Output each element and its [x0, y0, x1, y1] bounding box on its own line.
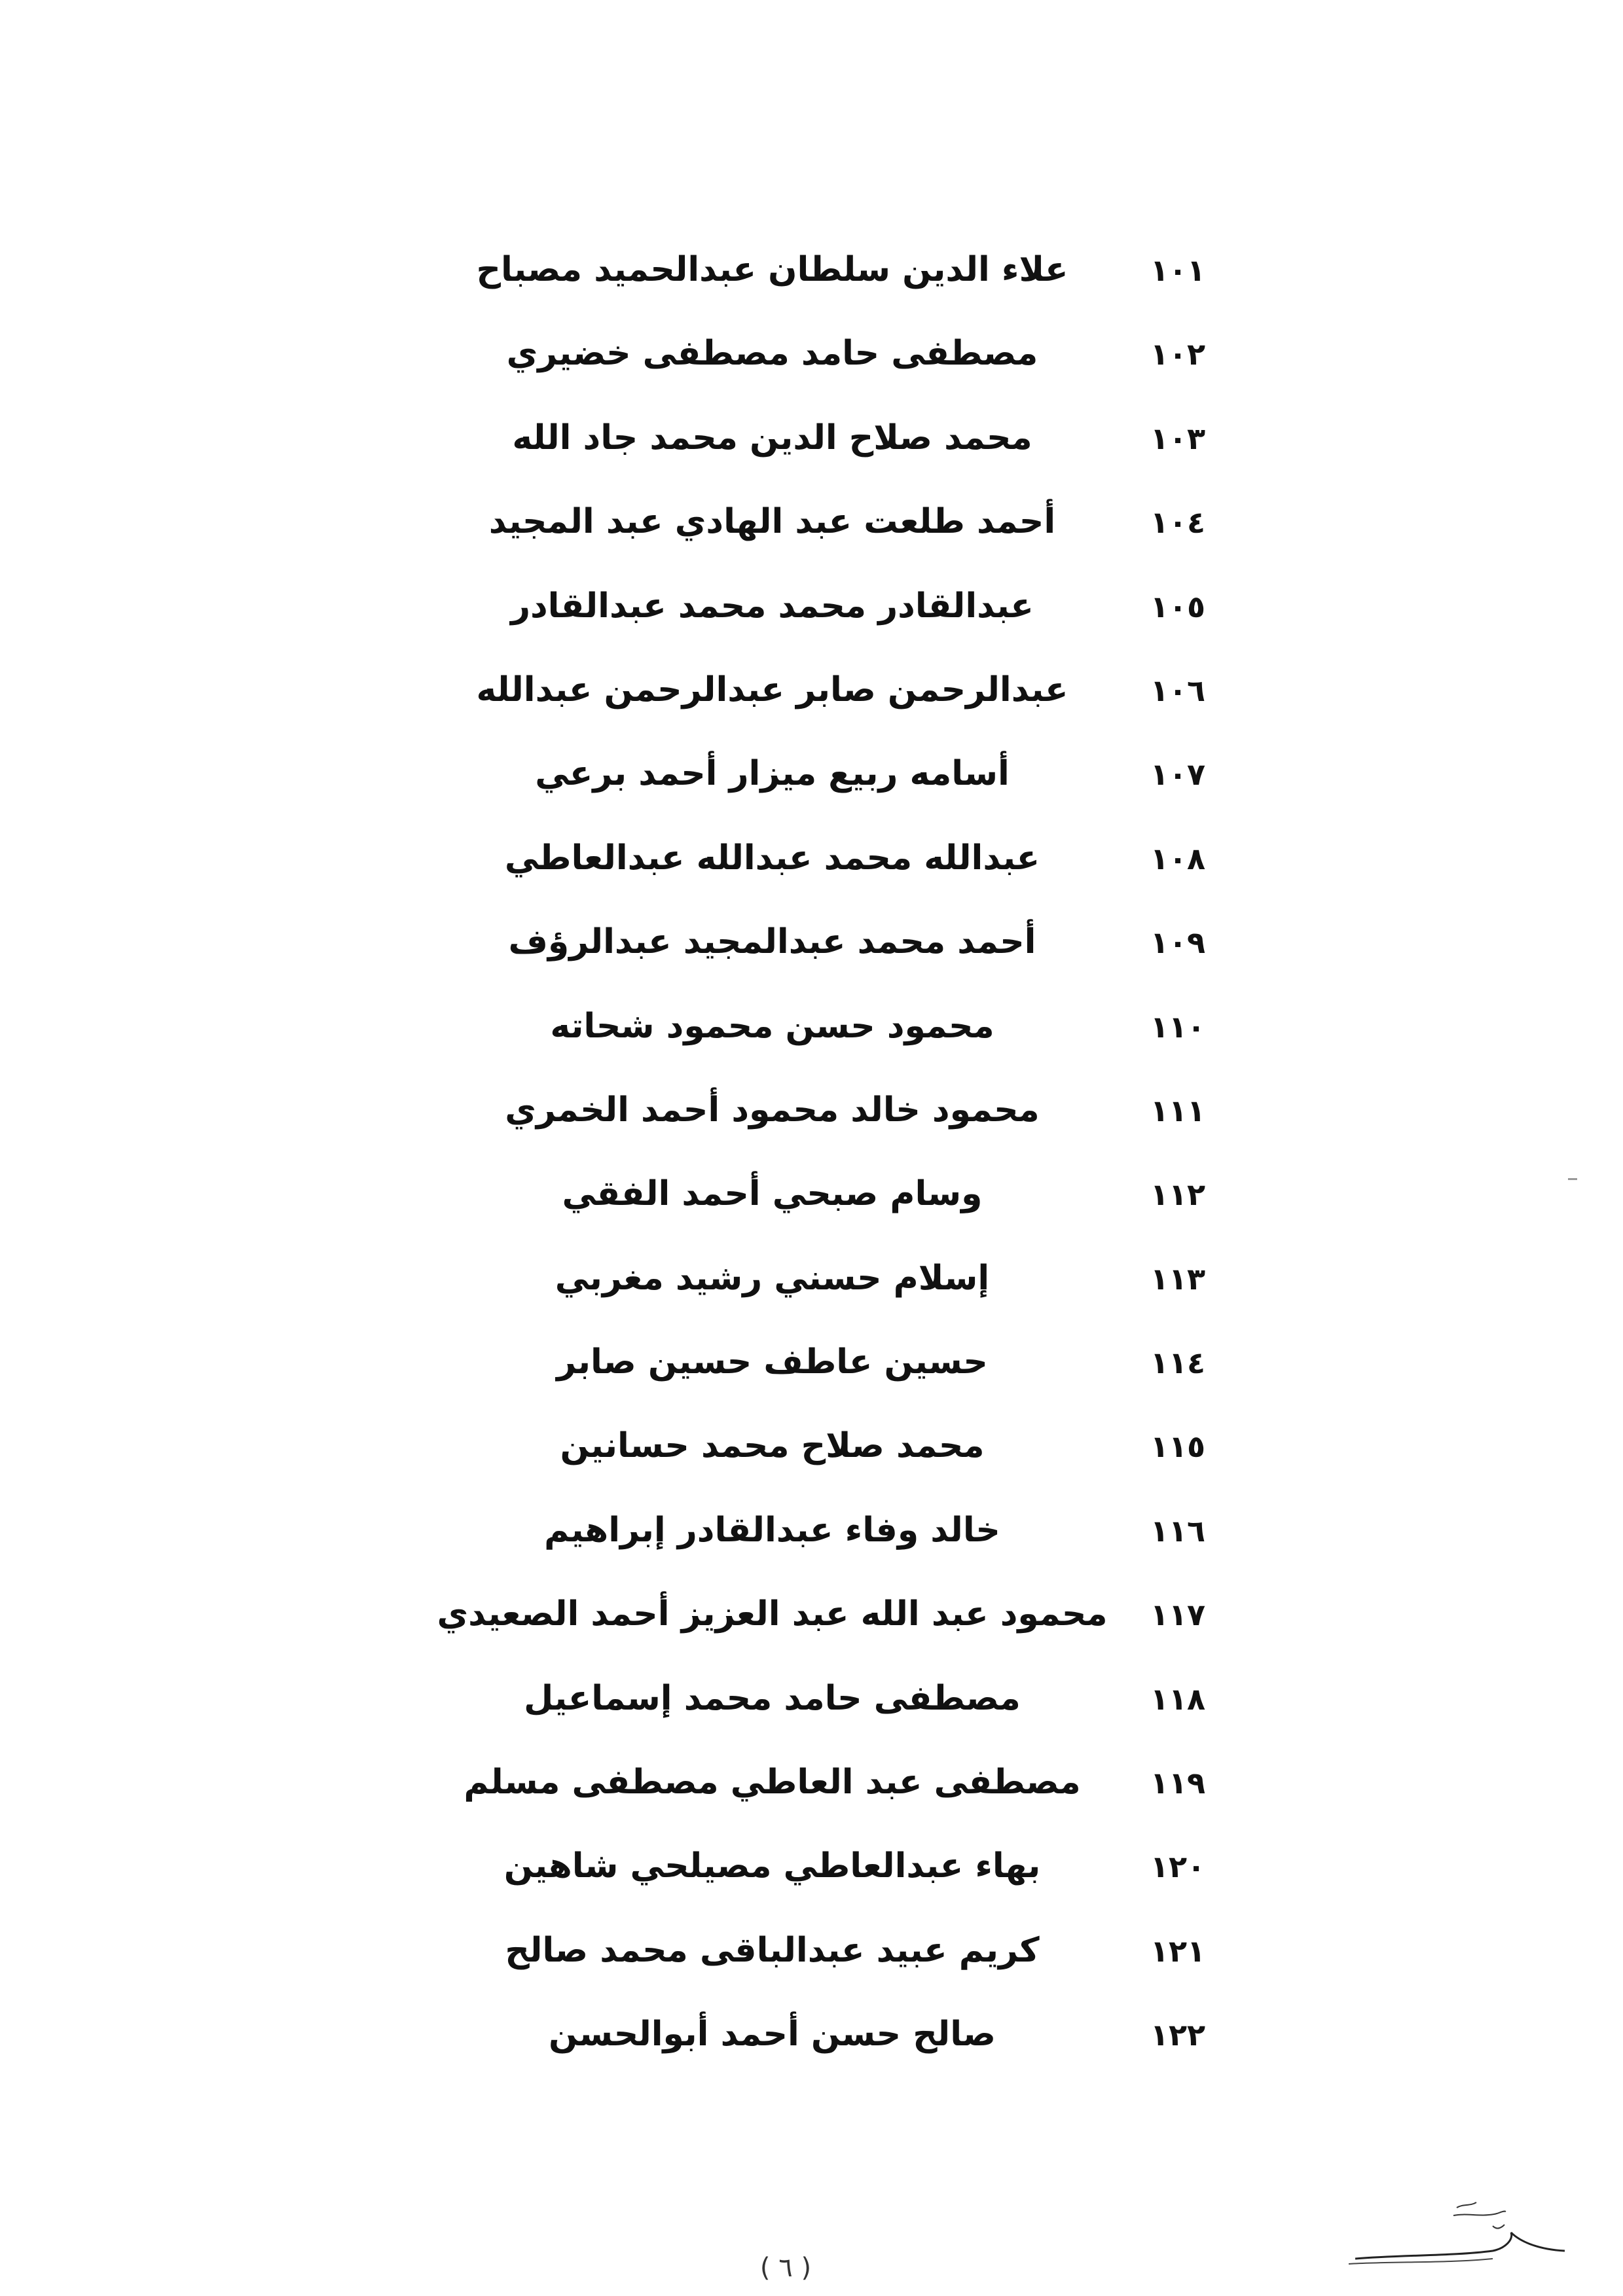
signature-scribble [1342, 2196, 1591, 2274]
list-item [0, 569, 1623, 653]
entry-name-line [0, 247, 1623, 293]
entry-name: خالد وفاء عبدالقادر إبراهيم [544, 1510, 1000, 1550]
list-item [0, 484, 1623, 568]
entry-name: عبدالقادر محمد محمد عبدالقادر [511, 586, 1034, 626]
entry-name: محمد صلاح محمد حسانين [560, 1426, 985, 1466]
list-item [0, 1829, 1623, 1912]
entry-name-line [0, 1255, 1623, 1301]
list-item [0, 905, 1623, 988]
entry-name-line [0, 1423, 1623, 1469]
entry-number: ١٢١ [1150, 1933, 1206, 1969]
entry-name: بهاء عبدالعاطي مصيلحي شاهين [503, 1846, 1041, 1886]
list-item [0, 1493, 1623, 1577]
entry-name-line [0, 919, 1623, 965]
entry-name: مصطفى حامد محمد إسماعيل [524, 1678, 1021, 1718]
entry-number: ١٠٥ [1150, 588, 1206, 624]
entry-name-line [0, 1843, 1623, 1889]
entry-name-line [0, 2011, 1623, 2057]
list-item [0, 989, 1623, 1073]
entry-name: عبدالرحمن صابر عبدالرحمن عبدالله [476, 670, 1068, 709]
entry-number: ١٢٠ [1150, 1849, 1206, 1885]
entry-name: محمود عبد الله عبد العزيز أحمد الصعيدي [437, 1594, 1108, 1634]
entry-name-line [0, 1507, 1623, 1553]
names-list [0, 232, 1623, 2081]
entry-name: حسين عاطف حسين صابر [556, 1342, 988, 1382]
list-item [0, 653, 1623, 736]
entry-name-line [0, 835, 1623, 881]
entry-number: ١١٢ [1150, 1177, 1206, 1213]
entry-number: ١١٣ [1150, 1261, 1206, 1297]
scan-mark [1568, 1178, 1577, 1180]
entry-name-line [0, 667, 1623, 713]
entry-name: محمود خالد محمود أحمد الخمري [505, 1090, 1040, 1130]
list-item [0, 1241, 1623, 1325]
entry-name-line [0, 499, 1623, 545]
entry-name-line [0, 1339, 1623, 1385]
entry-number: ١١٤ [1150, 1345, 1206, 1381]
list-item [0, 1745, 1623, 1829]
entry-name: كريم عبيد عبدالباقى محمد صالح [505, 1930, 1040, 1970]
entry-name: مصطفى عبد العاطي مصطفى مسلم [464, 1763, 1081, 1803]
entry-name-line [0, 1591, 1623, 1637]
entry-number: ١١٧ [1150, 1597, 1206, 1633]
list-item [0, 401, 1623, 484]
entry-number: ١١١ [1150, 1092, 1206, 1128]
page-number: ( ٦ ) [759, 2253, 812, 2283]
list-item [0, 1073, 1623, 1157]
list-item [0, 232, 1623, 316]
entry-name-line [0, 1759, 1623, 1805]
entry-number: ١٢٢ [1150, 2017, 1206, 2053]
entry-name: محمد صلاح الدين محمد جاد الله [512, 418, 1032, 457]
entry-number: ١٠٢ [1150, 336, 1206, 372]
entry-name-line [0, 1171, 1623, 1217]
list-item [0, 1577, 1623, 1660]
entry-number: ١٠٣ [1150, 420, 1206, 456]
entry-name-line [0, 1087, 1623, 1133]
entry-name: محمود حسن محمود شحاته [550, 1006, 994, 1046]
entry-name: أحمد طلعت عبد الهادي عبد المجيد [488, 502, 1056, 542]
entry-name-line [0, 331, 1623, 376]
entry-number: ١١٠ [1150, 1009, 1206, 1045]
entry-number: ١١٦ [1150, 1513, 1206, 1549]
entry-name: إسلام حسني رشيد مغربي [555, 1258, 990, 1298]
list-item [0, 736, 1623, 820]
entry-number: ١٠٨ [1150, 840, 1206, 876]
entry-name-line [0, 415, 1623, 461]
list-item [0, 316, 1623, 400]
entry-number: ١٠٧ [1150, 757, 1206, 793]
entry-name: أحمد محمد عبدالمجيد عبدالرؤف [508, 922, 1036, 962]
list-item [0, 1325, 1623, 1408]
list-item [0, 1157, 1623, 1240]
entry-number: ١٠١ [1150, 253, 1206, 288]
entry-number: ١٠٩ [1150, 925, 1206, 961]
entry-name-line [0, 1928, 1623, 1973]
entry-number: ١١٩ [1150, 1765, 1206, 1801]
list-item [0, 1408, 1623, 1492]
entry-name: مصطفى حامد مصطفى خضيري [506, 334, 1038, 374]
entry-name-line [0, 1003, 1623, 1049]
entry-number: ١٠٤ [1150, 505, 1206, 541]
entry-number: ١١٨ [1150, 1681, 1206, 1717]
list-item [0, 821, 1623, 905]
list-item [0, 1661, 1623, 1745]
entry-name-line [0, 751, 1623, 797]
entry-name: أسامه ربيع ميزار أحمد برعي [535, 754, 1010, 794]
list-item [0, 1913, 1623, 1997]
entry-name-line [0, 1676, 1623, 1721]
entry-name-line [0, 583, 1623, 629]
list-item [0, 1997, 1623, 2081]
entry-name: عبدالله محمد عبدالله عبدالعاطي [504, 838, 1040, 878]
entry-number: ١٠٦ [1150, 672, 1206, 708]
entry-number: ١١٥ [1150, 1429, 1206, 1465]
entry-name: وسام صبحي أحمد الفقي [562, 1174, 983, 1214]
entry-name: علاء الدين سلطان عبدالحميد مصباح [476, 250, 1068, 289]
entry-name: صالح حسن أحمد أبوالحسن [549, 2015, 996, 2054]
